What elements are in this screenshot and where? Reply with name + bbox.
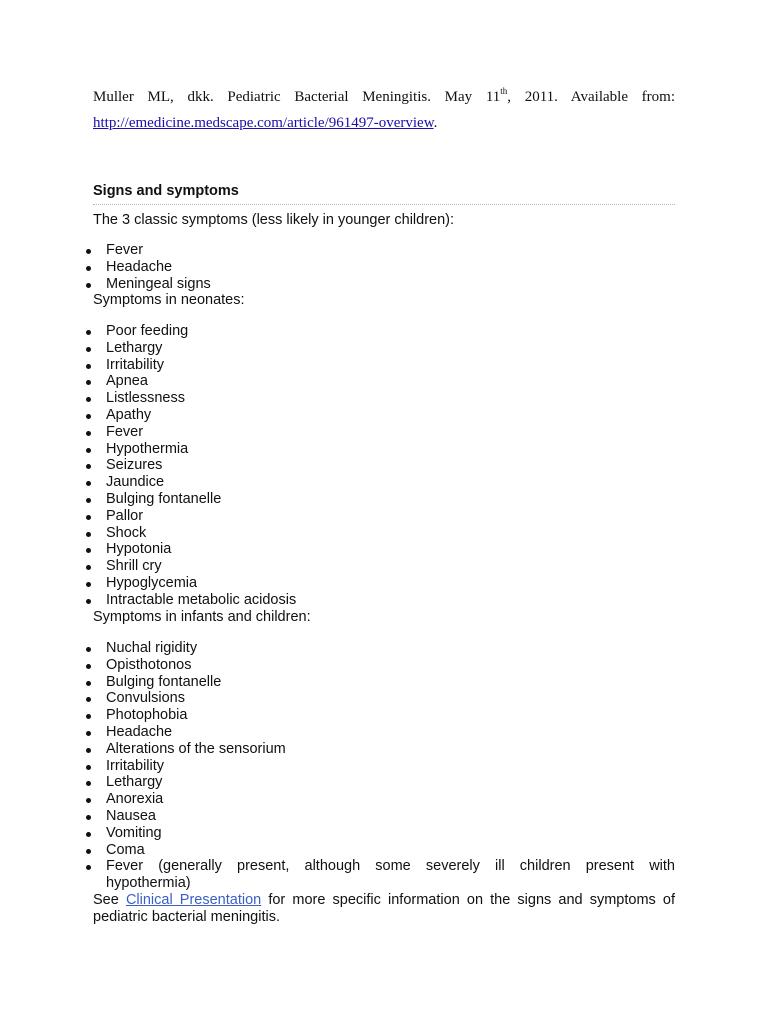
list-item: Lethargy <box>0 774 675 791</box>
list-item: Vomiting <box>0 825 675 842</box>
neonates-label: Symptoms in neonates: <box>93 292 245 308</box>
footer-see: See <box>93 892 119 908</box>
list-item: Headache <box>0 259 675 276</box>
list-item: Meningeal signs <box>0 276 675 293</box>
citation <box>93 84 675 136</box>
list-item: Hypoglycemia <box>0 575 675 592</box>
list-item: Listlessness <box>0 390 675 407</box>
list-item: Irritability <box>0 357 675 374</box>
list-item: Intractable metabolic acidosis <box>0 592 675 609</box>
citation-text-end: , 2011. Available from: <box>507 89 675 105</box>
list-item: Apathy <box>0 407 675 424</box>
list-item: Pallor <box>0 508 675 525</box>
list-item: Convulsions <box>0 690 675 707</box>
footer-note <box>93 892 675 926</box>
list-item: Photophobia <box>0 707 675 724</box>
list-item: Coma <box>0 842 675 859</box>
list-item: Nuchal rigidity <box>0 640 675 657</box>
fever-line-1: Fever (generally present, although some severely ill children present with <box>106 858 675 875</box>
list-item: Fever <box>0 242 675 259</box>
list-item: Poor feeding <box>0 323 675 340</box>
citation-text: Muller ML, dkk. Pediatric Bacterial Meningitis. May 11 <box>93 89 501 105</box>
fever-line-2: hypothermia) <box>106 875 191 892</box>
list-item: Nausea <box>0 808 675 825</box>
list-item: Seizures <box>0 457 675 474</box>
list-item: Anorexia <box>0 791 675 808</box>
classic-symptoms-list <box>0 242 675 292</box>
list-item-fever <box>0 858 675 892</box>
citation-url-link[interactable]: http://emedicine.medscape.com/article/961497-overview <box>93 115 434 131</box>
list-item: Hypotonia <box>0 541 675 558</box>
list-item: Fever <box>0 424 675 441</box>
clinical-presentation-link[interactable]: Clinical Presentation <box>125 892 262 908</box>
list-item: Irritability <box>0 758 675 775</box>
section-heading: Signs and symptoms <box>93 181 675 205</box>
citation-superscript: th <box>500 86 508 96</box>
citation-line <box>93 84 675 110</box>
list-item: Bulging fontanelle <box>0 674 675 691</box>
children-symptoms-list <box>0 640 675 892</box>
list-item: Apnea <box>0 373 675 390</box>
footer-rest-1: for more specific information on the signs and symptoms of <box>268 892 675 908</box>
citation-url-period: . <box>433 115 438 131</box>
list-item: Headache <box>0 724 675 741</box>
footer-line <box>93 892 675 909</box>
list-item: Shock <box>0 525 675 542</box>
children-label: Symptoms in infants and children: <box>93 609 311 625</box>
list-item: Opisthotonos <box>0 657 675 674</box>
list-item: Bulging fontanelle <box>0 491 675 508</box>
footer-rest-line-2: pediatric bacterial meningitis. <box>93 909 280 925</box>
neonate-symptoms-list <box>0 323 675 609</box>
intro-text: The 3 classic symptoms (less likely in younger children): <box>93 212 455 228</box>
list-item: Shrill cry <box>0 558 675 575</box>
list-item: Hypothermia <box>0 441 675 458</box>
list-item: Jaundice <box>0 474 675 491</box>
list-item: Lethargy <box>0 340 675 357</box>
list-item: Alterations of the sensorium <box>0 741 675 758</box>
